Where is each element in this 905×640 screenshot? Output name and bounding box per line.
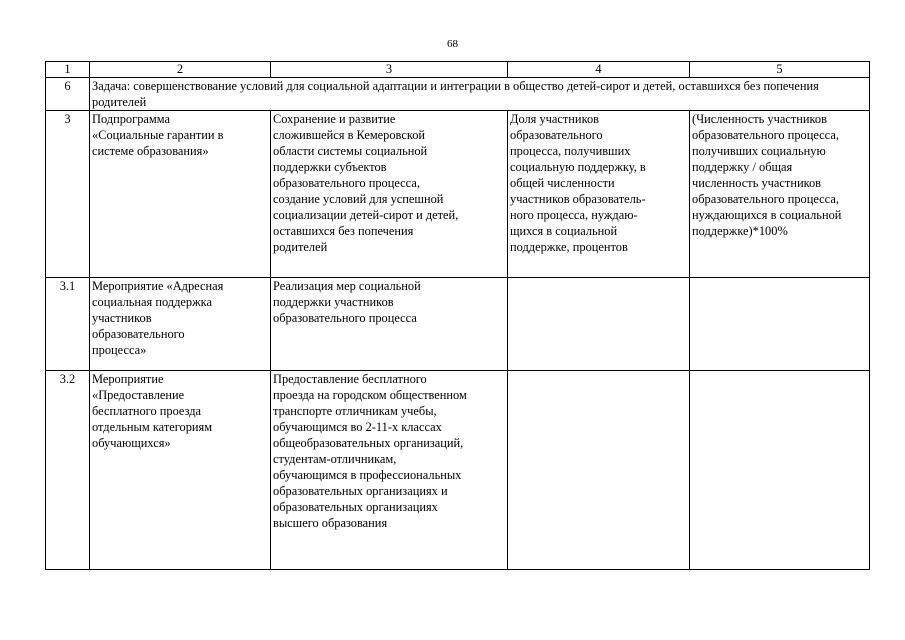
row-indicator [508, 111, 690, 278]
program-table [45, 61, 870, 570]
page-number: 68 [447, 38, 458, 50]
row-formula-text: (Численность участников образовательного процесса, получивших социальную поддержку / общая численность участников образовательного процесса, нуждающихся в социальной поддержке)*100% [692, 112, 842, 238]
row-description [271, 111, 508, 278]
table-header-row [46, 62, 870, 78]
row-description-text: Реализация мер социальной поддержки участников образовательного процесса [273, 279, 421, 325]
row-description-text: Предоставление бесплатного проезда на городском общественном транспорте отличникам учебы, обучающимся во 2-11-х классах общеобразовательных организаций, студентам-отличникам, обучающимся в профессиональных образовательных организациях и образовательных организациях высшего образования [273, 372, 467, 530]
row-formula [690, 278, 870, 371]
row-name [90, 278, 271, 371]
column-header-3: 3 [271, 62, 508, 78]
row-indicator [508, 371, 690, 570]
row-description [271, 278, 508, 371]
task-row [46, 78, 870, 111]
row-name-text: Мероприятие «Предоставление бесплатного проезда отдельным категориям обучающихся» [92, 372, 213, 450]
task-text: Задача: совершенствование условий для социальной адаптации и интеграции в общество детей-сирот и детей, оставшихся без попечения родителей [90, 78, 870, 111]
row-description [271, 371, 508, 570]
table-row [46, 111, 870, 278]
row-formula [690, 111, 870, 278]
row-description-text: Сохранение и развитие сложившейся в Кемеровской области системы социальной поддержки субъектов образовательного процесса, создание условий для успешной социализации детей-сирот и детей, оставшихся без попечения родителей [273, 112, 459, 254]
row-name [90, 111, 271, 278]
row-indicator [508, 278, 690, 371]
table-row [46, 371, 870, 570]
row-indicator-text: Доля участников образовательного процесса, получивших социальную поддержку, в общей численности участников образователь- ного процесса, нуждаю- щихся в социальной поддержке, процентов [510, 112, 646, 254]
column-header-5: 5 [690, 62, 870, 78]
column-header-1: 1 [46, 62, 90, 78]
row-name [90, 371, 271, 570]
row-number: 3.1 [46, 278, 90, 371]
row-formula [690, 371, 870, 570]
row-number: 3.2 [46, 371, 90, 570]
column-header-2: 2 [90, 62, 271, 78]
row-name-text: Мероприятие «Адресная социальная поддержка участников образовательного процесса» [92, 279, 224, 357]
column-header-4: 4 [508, 62, 690, 78]
row-name-text: Подпрограмма «Социальные гарантии в системе образования» [92, 112, 224, 158]
table-row [46, 278, 870, 371]
task-number: 6 [46, 78, 90, 111]
row-number: 3 [46, 111, 90, 278]
